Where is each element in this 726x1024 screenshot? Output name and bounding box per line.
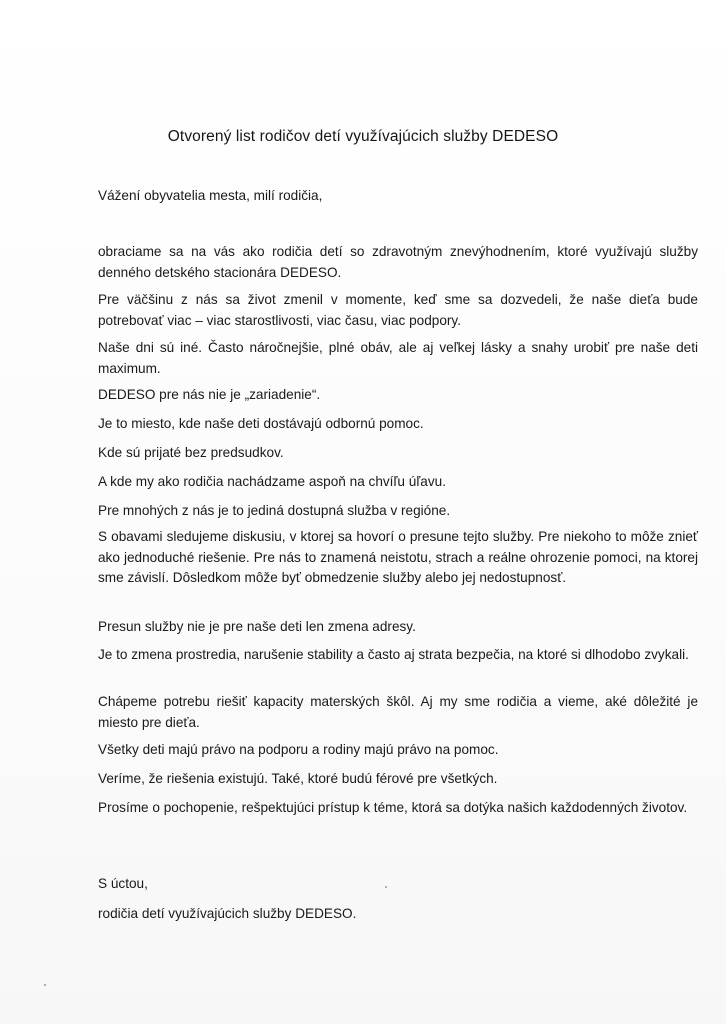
paragraph-4: DEDESO pre nás nie je „zariadenie“.	[98, 387, 321, 402]
closing: S úctou,	[98, 876, 148, 891]
salutation: Vážení obyvatelia mesta, milí rodičia,	[98, 188, 323, 203]
paragraph-7: A kde my ako rodičia nachádzame aspoň na chvíľu úľavu.	[98, 474, 446, 489]
paragraph-3: Naše dni sú iné. Často náročnejšie, plné obáv, ale aj veľkej lásky a snahy urobiť pre naše deti maximum.	[98, 340, 698, 376]
paragraph-2: Pre väčšinu z nás sa život zmenil v momente, keď sme sa dozvedeli, že naše dieťa bude potrebovať viac – viac starostlivosti, viac času, viac podpory.	[98, 292, 698, 328]
paragraph-9: S obavami sledujeme diskusiu, v ktorej sa hovorí o presune tejto služby. Pre niekoho to môže znieť ako jednoduché riešenie. Pre nás to znamená neistotu, strach a reálne ohrozenie pomoci, na ktorej sme závislí. Dôsledkom môže byť obmedzenie služby alebo jej nedostupnosť.	[98, 529, 698, 585]
scan-speck	[44, 984, 46, 986]
paragraph-6: Kde sú prijaté bez predsudkov.	[98, 445, 284, 460]
paragraph-13: Všetky deti majú právo na podporu a rodiny majú právo na pomoc.	[98, 742, 499, 757]
letter-title: Otvorený list rodičov detí využívajúcich služby DEDESO	[167, 128, 559, 145]
paragraph-8: Pre mnohých z nás je to jediná dostupná služba v regióne.	[98, 503, 451, 518]
signature: rodičia detí využívajúcich služby DEDESO.	[98, 906, 357, 921]
paragraph-15: Prosíme o pochopenie, rešpektujúci prístup k téme, ktorá sa dotýka našich každodenných životov.	[98, 800, 688, 815]
paragraph-11: Je to zmena prostredia, narušenie stability a často aj strata bezpečia, na ktoré si dlhodobo zvykali.	[98, 647, 689, 662]
paragraph-5: Je to miesto, kde naše deti dostávajú odbornú pomoc.	[98, 416, 424, 431]
paragraph-1: obraciame sa na vás ako rodičia detí so zdravotným znevýhodnením, ktoré využívajú služby denného detského stacionára DEDESO.	[98, 244, 698, 280]
paragraph-12: Chápeme potrebu riešiť kapacity materských škôl. Aj my sme rodičia a vieme, aké dôležité je miesto pre dieťa.	[98, 694, 698, 730]
scan-speck	[385, 886, 387, 888]
paragraph-14: Veríme, že riešenia existujú. Také, ktoré budú férové pre všetkých.	[98, 771, 498, 786]
paragraph-10: Presun služby nie je pre naše deti len zmena adresy.	[98, 619, 416, 634]
